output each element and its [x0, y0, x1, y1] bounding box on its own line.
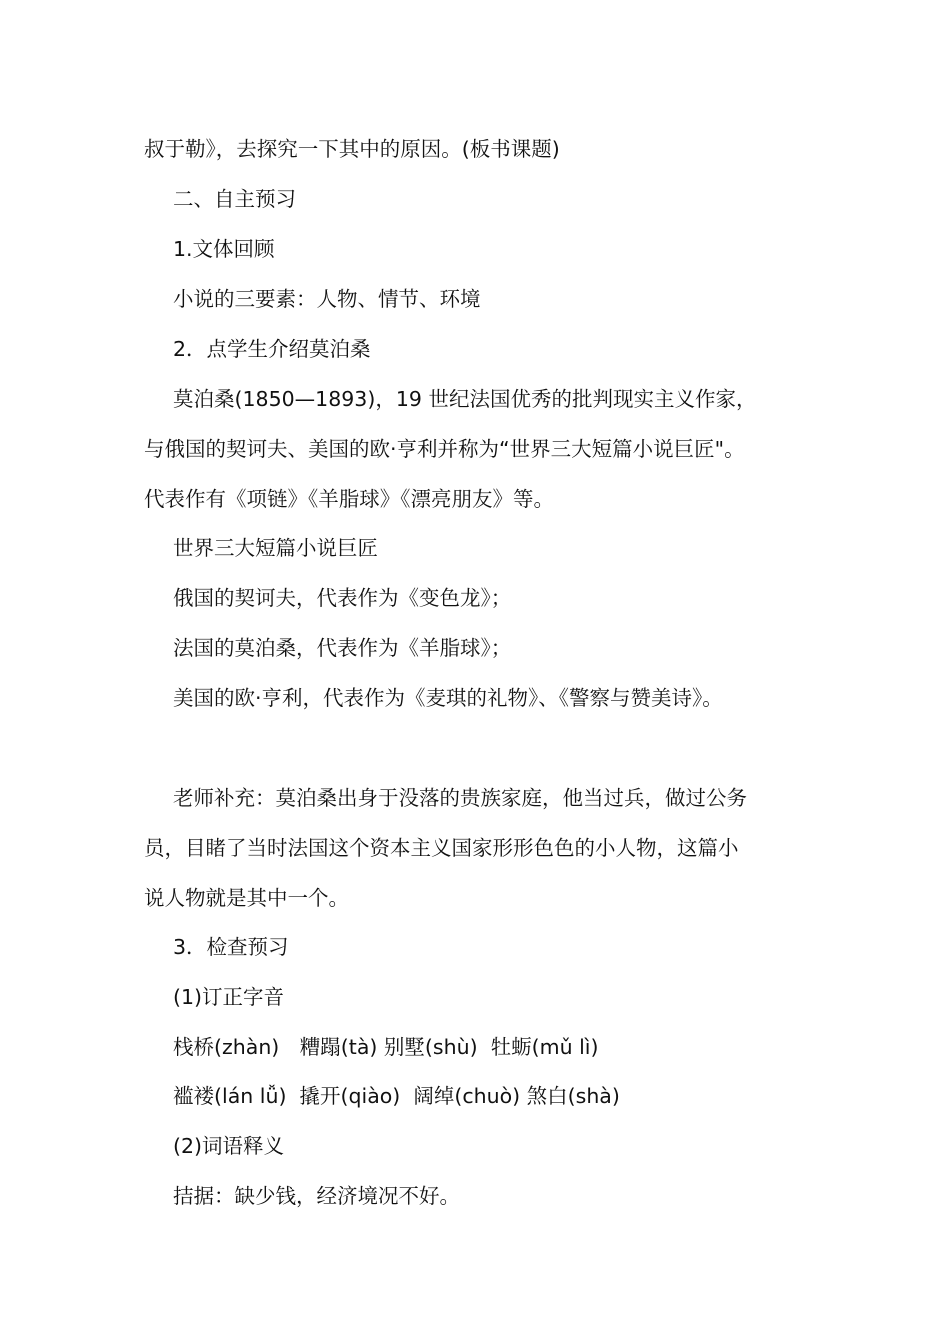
- paragraph-o-henry: 美国的欧·亨利，代表作为《麦琪的礼物》、《警察与赞美诗》。: [173, 686, 723, 710]
- subheading-introduce-maupassant: 2．点学生介绍莫泊桑: [173, 337, 371, 361]
- paragraph-teacher-supplement: [144, 774, 812, 923]
- text-line: 员，目睹了当时法国这个资本主义国家形形色色的小人物，这篇小: [144, 835, 739, 860]
- intro-continuation-paragraph: [144, 125, 812, 175]
- pronunciation-list-1: 栈桥(zhàn) 糟蹋(tà) 别墅(shù) 牡蛎(mǔ lì): [173, 1035, 599, 1059]
- text-line: 说人物就是其中一个。: [144, 885, 349, 910]
- paragraph-chekhov: 俄国的契诃夫，代表作为《变色龙》；: [173, 586, 512, 610]
- text-line: 老师补充：莫泊桑出身于没落的贵族家庭，他当过兵，做过公务: [173, 786, 747, 810]
- subheading-vocabulary: (2)词语释义: [173, 1134, 285, 1158]
- pronunciation-list-2: 褴褛(lán lǚ) 撬开(qiào) 阔绰(chuò) 煞白(shà): [173, 1084, 620, 1108]
- paragraph-maupassant-bio: [144, 375, 812, 524]
- subheading-check-preview: 3．检查预习: [173, 935, 289, 959]
- subheading-genre-review: 1.文体回顾: [173, 237, 275, 261]
- paragraph-three-masters: 世界三大短篇小说巨匠: [173, 536, 378, 560]
- text-line: 莫泊桑(1850—1893)，19 世纪法国优秀的批判现实主义作家，: [173, 387, 757, 411]
- paragraph-maupassant-work: 法国的莫泊桑，代表作为《羊脂球》；: [173, 636, 512, 660]
- paragraph-three-elements: 小说的三要素：人物、情节、环境: [173, 287, 481, 311]
- text-line: 与俄国的契诃夫、美国的欧·亨利并称为“世界三大短篇小说巨匠"。: [144, 436, 745, 461]
- section-heading-self-study: 二、自主预习: [173, 187, 296, 211]
- text-line: 代表作有《项链》《羊脂球》《漂亮朋友》等。: [144, 486, 554, 511]
- vocabulary-definition: 拮据：缺少钱，经济境况不好。: [173, 1184, 460, 1208]
- text-line: 叔于勒》，去探究一下其中的原因。(板书课题): [144, 137, 560, 161]
- subheading-pronunciation: (1)订正字音: [173, 985, 285, 1009]
